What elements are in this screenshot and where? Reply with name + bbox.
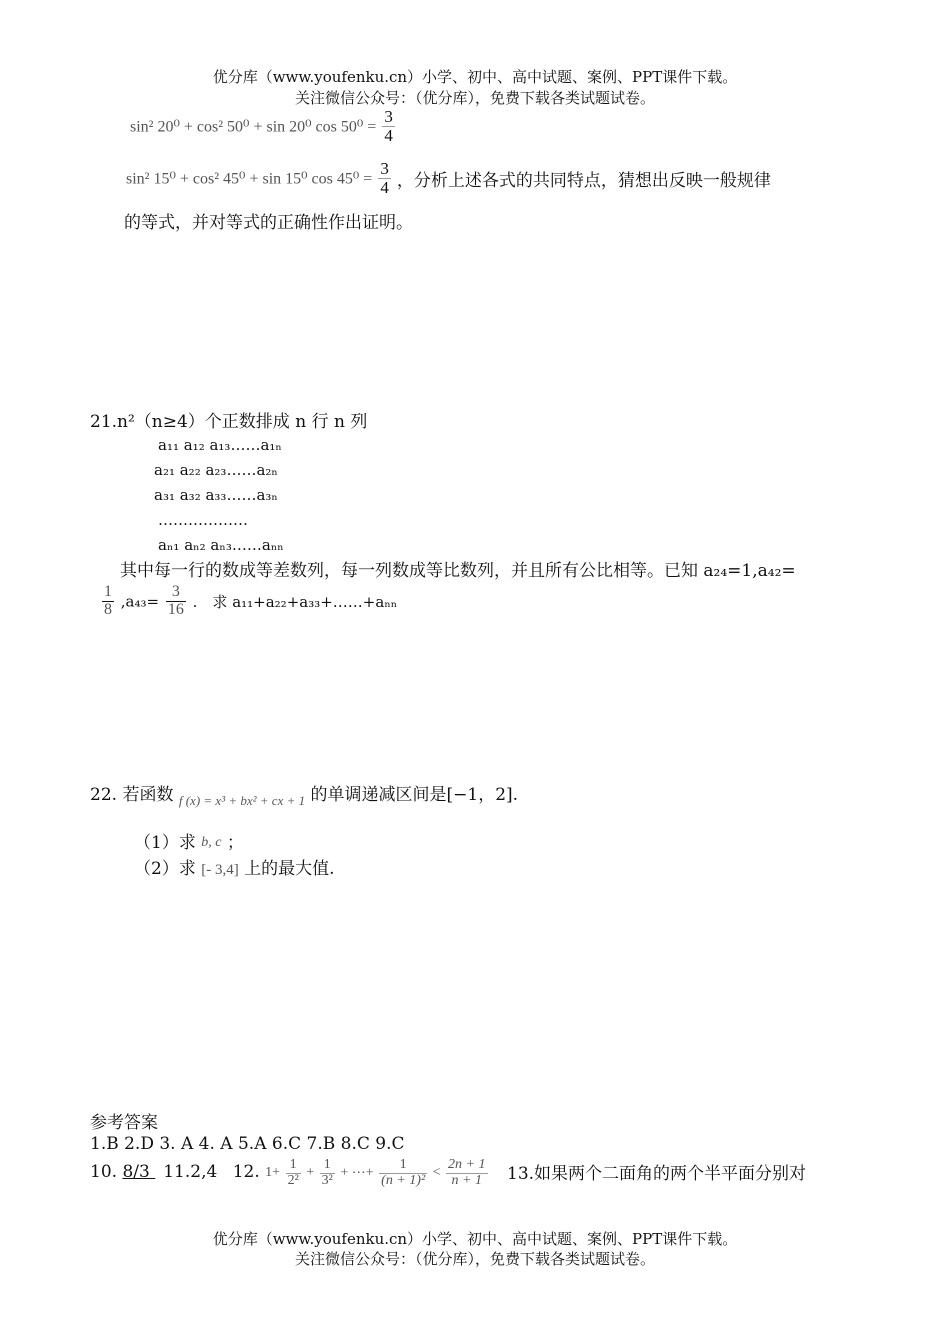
term-1-numerator: 1 (289, 1157, 297, 1172)
q21-title: 21.n²（n≥4）个正数排成 n 行 n 列 (90, 412, 368, 432)
answers-title: 参考答案 (90, 1113, 158, 1133)
answers-line-1: 1.B 2.D 3. A 4. A 5.A 6.C 7.B 8.C 9.C (90, 1134, 405, 1154)
q21-matrix-row-3: a₃₁ a₃₂ a₃₃……a₃ₙ (154, 486, 278, 504)
answer-12-start: 1+ (265, 1165, 281, 1181)
q21-matrix-row-1: a₁₁ a₁₂ a₁₃……a₁ₙ (158, 436, 282, 454)
q21-a43-denominator: 16 (167, 600, 184, 618)
q22-suffix: 的单调递减区间是[−1，2]. (310, 785, 519, 805)
q22-part-2-end: 上的最大值. (244, 859, 335, 879)
q20-eq2-numerator: 3 (380, 159, 389, 178)
answer-12-dots: + ⋯+ (340, 1165, 374, 1181)
q22-part-2-label: （2）求 (134, 859, 196, 879)
q21-a42-denominator: 8 (104, 600, 112, 618)
footer-line-2: 关注微信公众号：（优分库），免费下载各类试题试卷。 (294, 1250, 655, 1268)
answers-line-2 (90, 1158, 806, 1188)
answer-10-label: 10. (90, 1161, 123, 1182)
q21-matrix-row-n: aₙ₁ aₙ₂ aₙ₃……aₙₙ (158, 536, 284, 554)
answer-12-label: 12. (232, 1161, 260, 1182)
answer-12-term-2 (320, 1158, 335, 1188)
q22-part-2 (134, 854, 335, 879)
term-1-denominator: 2² (287, 1172, 299, 1188)
q20-eq2-fraction (378, 160, 391, 197)
q21-a43-label: ,a₄₃= (120, 592, 160, 611)
footer-line-1: 优分库（www.youfenku.cn）小学、初中、高中试题、案例、PPT课件下载。 (212, 1230, 738, 1248)
q21-a42-numerator: 1 (104, 583, 112, 600)
answer-12-term-3 (379, 1158, 427, 1188)
q22-part-1 (134, 828, 244, 853)
q22-prefix: 22. 若函数 (90, 785, 174, 805)
answer-12-term-1 (286, 1158, 301, 1188)
answer-11: 11.2,4 (163, 1161, 218, 1182)
answer-13: 13.如果两个二面角的两个半平面分别对 (507, 1164, 807, 1185)
q21-given-values (100, 584, 397, 619)
term-2-denominator: 3² (321, 1172, 333, 1188)
q20-line-3: 的等式，并对等式的正确性作出证明。 (124, 213, 413, 233)
answer-12-term-4 (446, 1158, 487, 1188)
q21-fraction-a43 (166, 584, 186, 619)
answer-12-less-than: < (432, 1165, 441, 1181)
q21-matrix-ellipsis-row: ……………… (158, 511, 248, 529)
q20-eq1-denominator: 4 (384, 125, 393, 145)
q21-description: 其中每一行的数成等差数列，每一列数成等比数列，并且所有公比相等。已知 a₂₄=1,a₄₂= (120, 561, 796, 581)
term-3-denominator: (n + 1)² (381, 1172, 426, 1188)
q22-part-1-end: ； (226, 833, 244, 853)
q21-question: . 求 a₁₁+a₂₂+a₃₃+……+aₙₙ (192, 592, 398, 611)
q20-eq2-lhs: sin² 15⁰ + cos² 45⁰ + sin 15⁰ cos 45⁰ = (126, 170, 373, 188)
answer-12-plus: + (306, 1165, 315, 1181)
q21-a43-numerator: 3 (171, 583, 180, 600)
q20-equation-2 (126, 160, 771, 197)
q20-eq2-tail: ，分析上述各式的共同特点，猜想出反映一般规律 (396, 170, 771, 190)
term-4-denominator: n + 1 (446, 1173, 487, 1189)
header-line-2: 关注微信公众号：（优分库），免费下载各类试题试卷。 (294, 89, 655, 107)
answer-10-value: 8/3 (122, 1161, 156, 1182)
answer-12-inequality (265, 1157, 493, 1188)
q20-equation-1 (130, 108, 397, 145)
q22-part-1-vars: b, c (201, 835, 222, 850)
q21-fraction-a42 (102, 584, 114, 619)
q22-part-2-interval: [- 3,4] (201, 862, 239, 878)
q20-eq1-lhs: sin² 20⁰ + cos² 50⁰ + sin 20⁰ cos 50⁰ = (130, 118, 377, 136)
term-3-numerator: 1 (399, 1157, 407, 1172)
q20-eq1-numerator: 3 (384, 107, 393, 126)
q20-eq1-fraction (382, 108, 395, 145)
header-line-1: 优分库（www.youfenku.cn）小学、初中、高中试题、案例、PPT课件下载。 (212, 68, 738, 86)
term-2-numerator: 1 (323, 1157, 331, 1172)
q21-matrix-row-2: a₂₁ a₂₂ a₂₃……a₂ₙ (154, 461, 278, 479)
term-4-numerator: 2n + 1 (448, 1157, 486, 1172)
q22-function: f (x) = x³ + bx² + cx + 1 (178, 793, 306, 808)
q22-part-1-label: （1）求 (134, 833, 196, 853)
q22-statement (90, 780, 518, 809)
q20-eq2-denominator: 4 (380, 177, 389, 197)
